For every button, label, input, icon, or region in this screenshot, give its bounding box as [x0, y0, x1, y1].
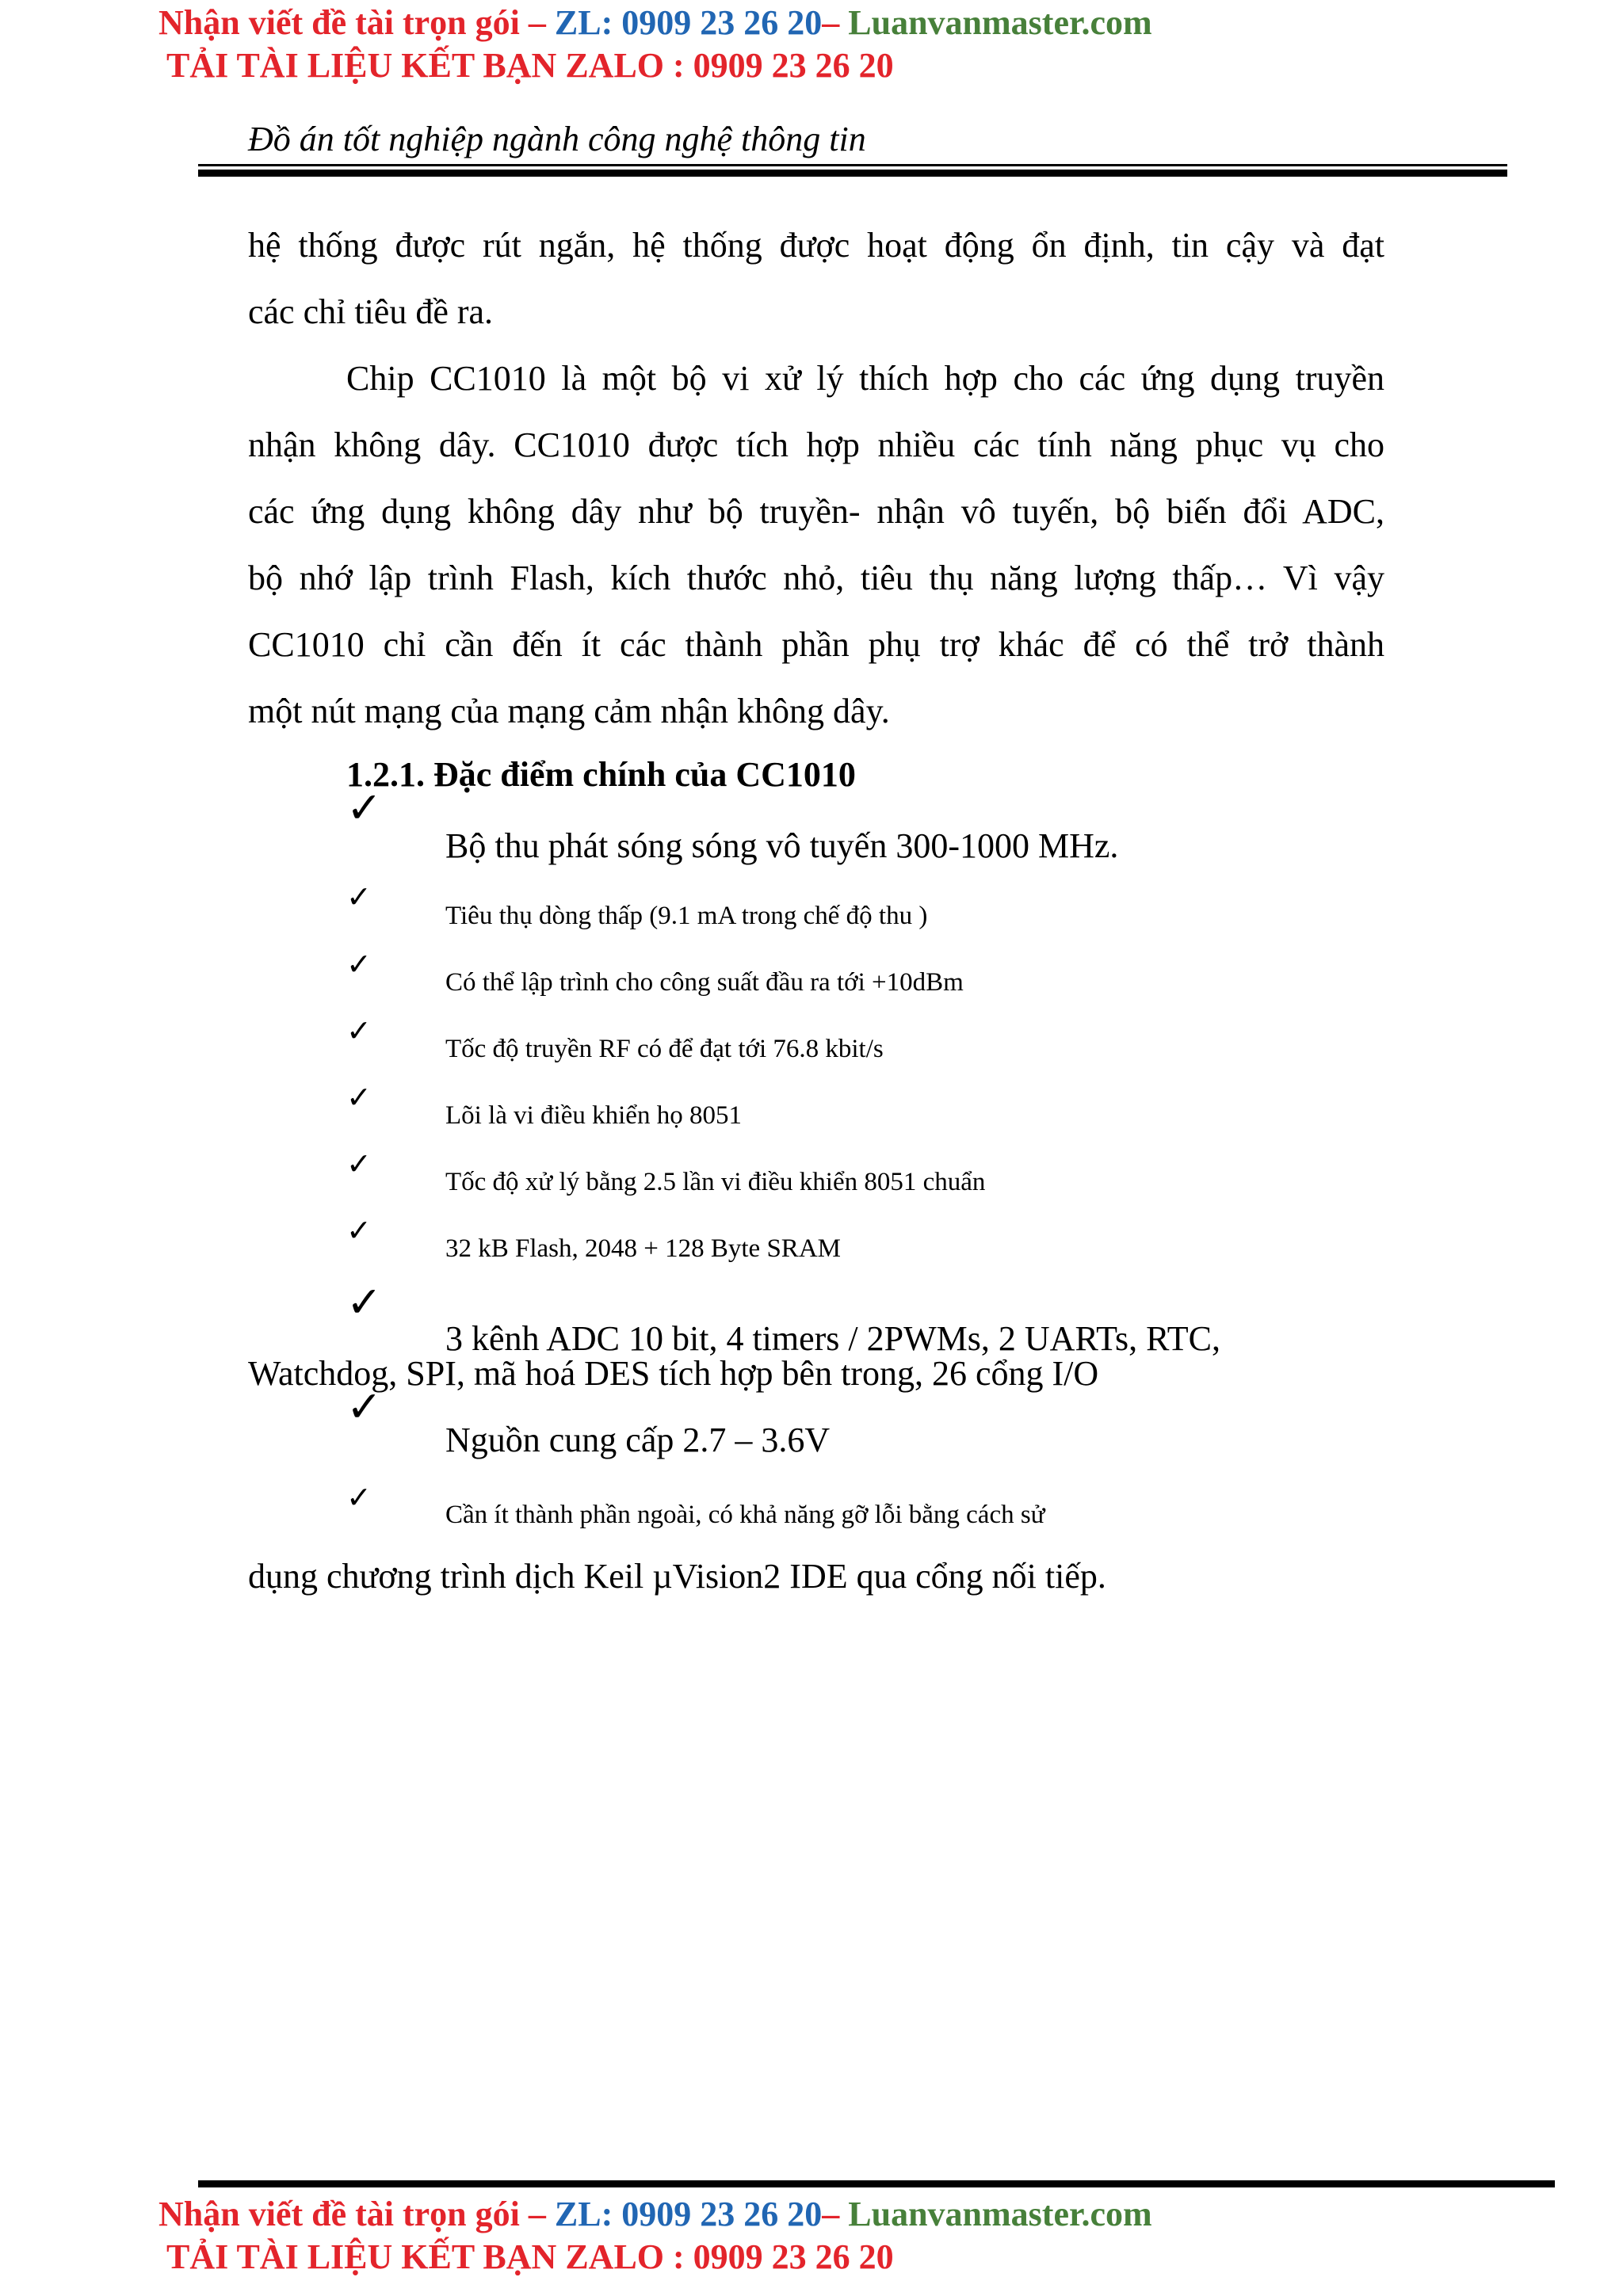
check-icon: ✓ — [346, 1482, 372, 1515]
header-rule-thick — [198, 170, 1507, 177]
feature-item-8-line-1: 3 kênh ADC 10 bit, 4 timers / 2PWMs, 2 UARTs, RTC, — [445, 1319, 1221, 1358]
paragraph-1-line-1: hệ thống được rút ngắn, hệ thống được hoạt động ổn định, tin cậy và đạt — [248, 226, 1384, 265]
feature-item-9: Nguồn cung cấp 2.7 – 3.6V — [445, 1421, 831, 1459]
feature-item-6: Tốc độ xử lý bằng 2.5 lần vi điều khiển 8051 chuẩn — [445, 1168, 986, 1196]
feature-item-10-continuation: dụng chương trình dịch Keil µVision2 IDE qua cổng nối tiếp. — [248, 1557, 1106, 1596]
banner-separator: – — [822, 3, 849, 42]
check-icon: ✓ — [346, 1215, 372, 1248]
banner-zalo-phone[interactable]: ZL: 0909 23 26 20 — [554, 2195, 823, 2233]
banner-service-text: Nhận viết đề tài trọn gói — [158, 2195, 520, 2233]
top-banner-line1 — [158, 2, 1152, 44]
bottom-banner-line2: TẢI TÀI LIỆU KẾT BẠN ZALO : 0909 23 26 20 — [166, 2237, 894, 2276]
paragraph-2-line-4: bộ nhớ lập trình Flash, kích thước nhỏ, tiêu thụ năng lượng thấp… Vì vậy — [248, 559, 1384, 597]
document-header-title: Đồ án tốt nghiệp ngành công nghệ thông tin — [248, 120, 866, 158]
banner-separator: – — [519, 2195, 555, 2233]
check-icon: ✓ — [346, 1279, 383, 1326]
check-icon: ✓ — [346, 1015, 372, 1048]
footer-rule — [198, 2180, 1555, 2187]
feature-item-4: Tốc độ truyền RF có để đạt tới 76.8 kbit/s — [445, 1035, 884, 1063]
feature-item-5: Lõi là vi điều khiển họ 8051 — [445, 1101, 742, 1130]
header-rule-thin — [198, 164, 1507, 166]
bottom-banner-line1 — [158, 2193, 1152, 2236]
paragraph-1-line-2: các chỉ tiêu đề ra. — [248, 292, 494, 331]
feature-item-2: Tiêu thụ dòng thấp (9.1 mA trong chế độ thu ) — [445, 902, 928, 930]
feature-item-8-line-2: Watchdog, SPI, mã hoá DES tích hợp bên trong, 26 cổng I/O — [248, 1354, 1099, 1393]
paragraph-2-line-5: CC1010 chỉ cần đến ít các thành phần phụ trợ khác để có thể trở thành — [248, 625, 1384, 664]
paragraph-2-line-2: nhận không dây. CC1010 được tích hợp nhiều các tính năng phục vụ cho — [248, 425, 1384, 464]
check-icon: ✓ — [346, 881, 372, 914]
feature-item-7: 32 kB Flash, 2048 + 128 Byte SRAM — [445, 1234, 841, 1263]
banner-separator: – — [822, 2195, 849, 2233]
banner-separator: – — [519, 3, 555, 42]
feature-item-3: Có thể lập trình cho công suất đầu ra tới +10dBm — [445, 968, 964, 997]
banner-zalo-phone[interactable]: ZL: 0909 23 26 20 — [554, 3, 823, 42]
banner-website-link[interactable]: Luanvanmaster.com — [848, 2195, 1152, 2233]
check-icon: ✓ — [346, 784, 383, 832]
top-banner-line2: TẢI TÀI LIỆU KẾT BẠN ZALO : 0909 23 26 20 — [166, 46, 894, 85]
check-icon: ✓ — [346, 1148, 372, 1181]
banner-service-text: Nhận viết đề tài trọn gói — [158, 3, 520, 42]
paragraph-2-line-3: các ứng dụng không dây như bộ truyền- nhận vô tuyến, bộ biến đổi ADC, — [248, 492, 1384, 531]
check-icon: ✓ — [346, 948, 372, 982]
section-heading: 1.2.1. Đặc điểm chính của CC1010 — [346, 755, 856, 794]
feature-item-1: Bộ thu phát sóng sóng vô tuyến 300-1000 MHz. — [445, 826, 1119, 865]
paragraph-2-line-1: Chip CC1010 là một bộ vi xử lý thích hợp cho các ứng dụng truyền — [346, 359, 1384, 398]
feature-item-10: Cần ít thành phần ngoài, có khả năng gỡ lỗi bằng cách sử — [445, 1501, 1045, 1529]
banner-website-link[interactable]: Luanvanmaster.com — [848, 3, 1152, 42]
check-icon: ✓ — [346, 1081, 372, 1115]
check-icon: ✓ — [346, 1383, 383, 1431]
paragraph-2-line-6: một nút mạng của mạng cảm nhận không dây. — [248, 692, 890, 730]
